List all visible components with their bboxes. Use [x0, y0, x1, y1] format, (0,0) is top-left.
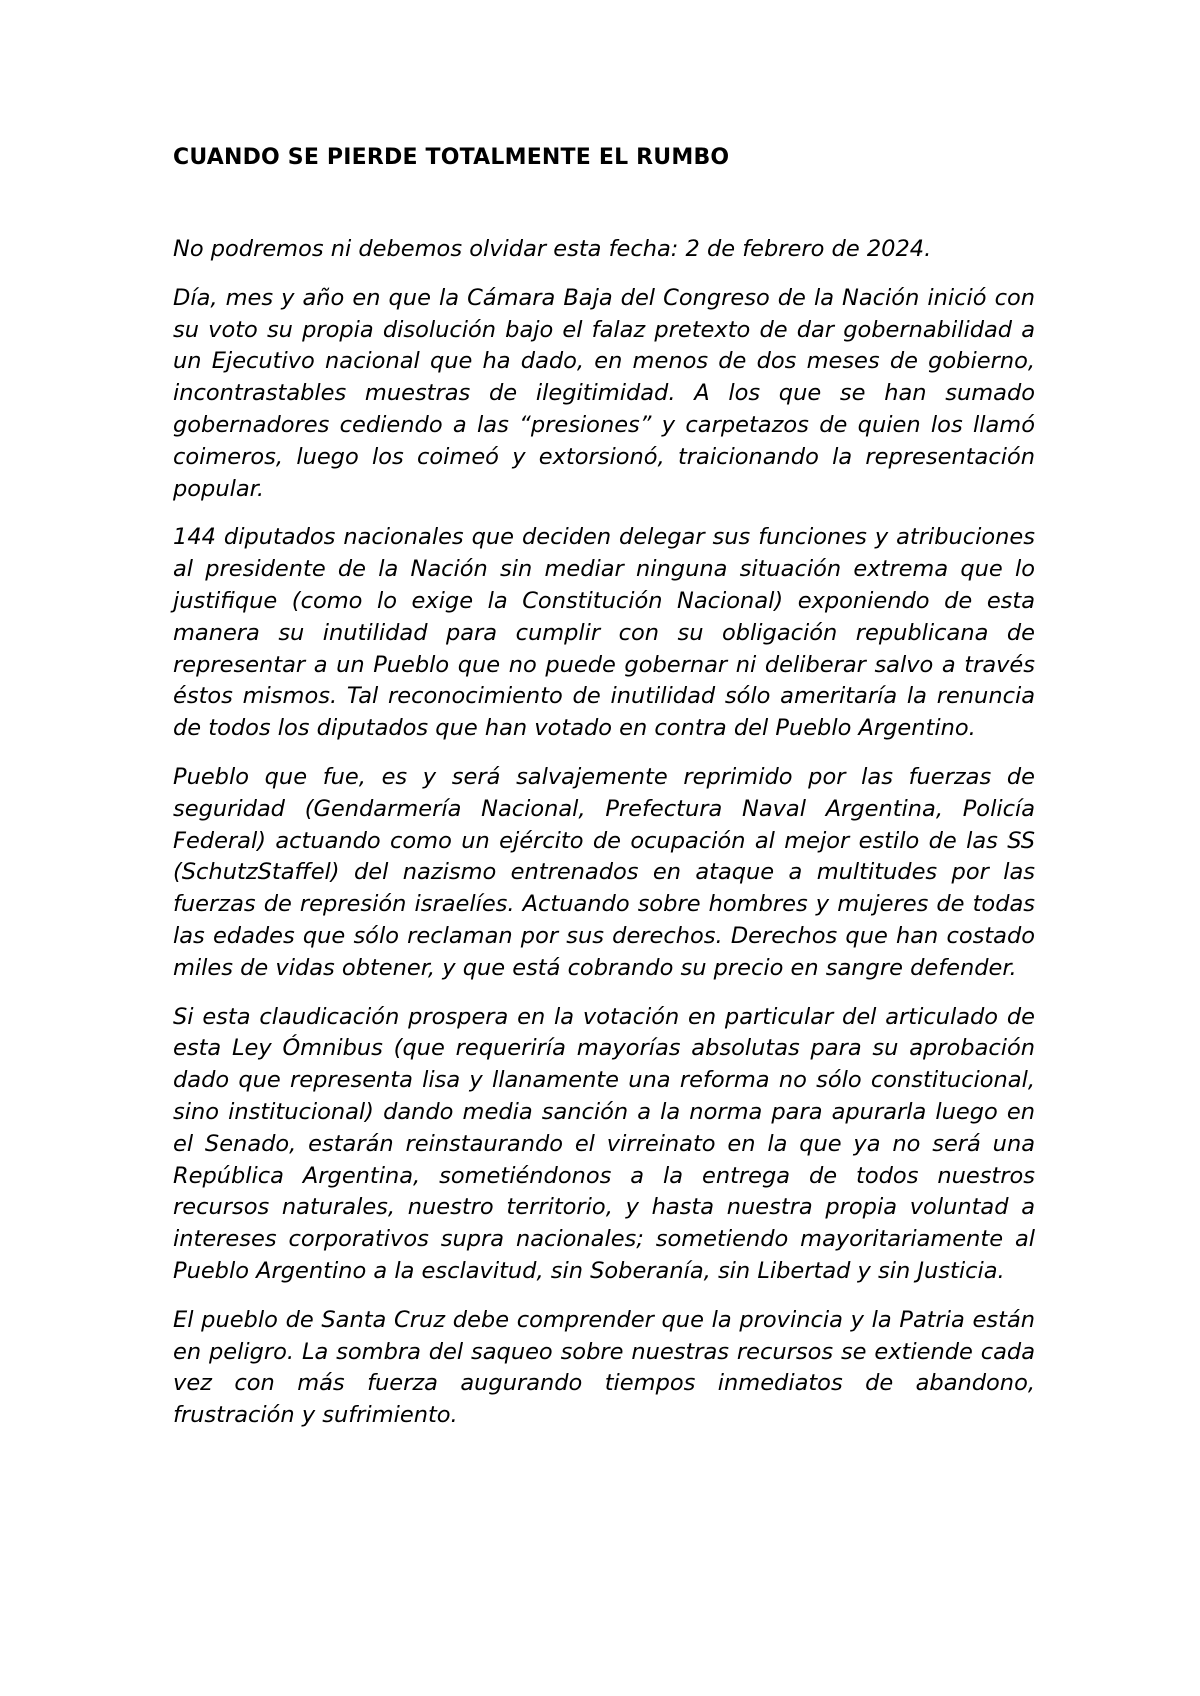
- paragraph-chamber-vote: Día, mes y año en que la Cámara Baja del Congreso de la Nación inició con su voto su propia disolución bajo el falaz pretexto de dar gobernabilidad a un Ejecutivo nacional que ha dado, en menos de dos meses de gobierno, incontrastables muestras de ilegitimidad. A los que se han sumado gobernadores cediendo a las “presiones” y carpetazos de quien los llamó coimeros, luego los coimeó y extorsionó, traicionando la representación popular.: [173, 284, 1035, 502]
- paragraph-repression: Pueblo que fue, es y será salvajemente reprimido por las fuerzas de seguridad (Gendarmería Nacional, Prefectura Naval Argentina, Policía Federal) actuando como un ejército de ocupación al mejor estilo de las SS (SchutzStaffel) del nazismo entrenados en ataque a multitudes por las fuerzas de represión israelíes. Actuando sobre hombres y mujeres de todas las edades que sólo reclaman por sus derechos. Derechos que han costado miles de vidas obtener, y que está cobrando su precio en sangre defender.: [173, 763, 1035, 981]
- paragraph-omnibus-law: Si esta claudicación prospera en la votación en particular del articulado de esta Ley Ómnibus (que requeriría mayorías absolutas para su aprobación dado que representa lisa y llanamente una reforma no sólo constitucional, sino institucional) dando media sanción a la norma para apurarla luego en el Senado, estarán reinstaurando el virreinato en la que ya no será una República Argentina, sometiéndonos a la entrega de todos nuestros recursos naturales, nuestro territorio, y hasta nuestra propia voluntad a intereses corporativos supra nacionales; sometiendo mayoritariamente al Pueblo Argentino a la esclavitud, sin Soberanía, sin Libertad y sin Justicia.: [173, 1003, 1035, 1284]
- paragraph-deputies: 144 diputados nacionales que deciden delegar sus funciones y atribuciones al presidente de la Nación sin mediar ninguna situación extrema que lo justifique (como lo exige la Constitución Nacional) exponiendo de esta manera su inutilidad para cumplir con su obligación republicana de representar a un Pueblo que no puede gobernar ni deliberar salvo a través éstos mismos. Tal reconocimiento de inutilidad sólo ameritaría la renuncia de todos los diputados que han votado en contra del Pueblo Argentino.: [173, 524, 1035, 742]
- document-page: [173, 143, 1035, 1449]
- paragraph-santa-cruz: El pueblo de Santa Cruz debe comprender que la provincia y la Patria están en peligro. La sombra del saqueo sobre nuestras recursos se extiende cada vez con más fuerza augurando tiempos inmediatos de abandono, frustración y sufrimiento.: [173, 1306, 1035, 1429]
- paragraph-date: No podremos ni debemos olvidar esta fecha: 2 de febrero de 2024.: [173, 236, 932, 262]
- document-title: CUANDO SE PIERDE TOTALMENTE EL RUMBO: [173, 145, 730, 170]
